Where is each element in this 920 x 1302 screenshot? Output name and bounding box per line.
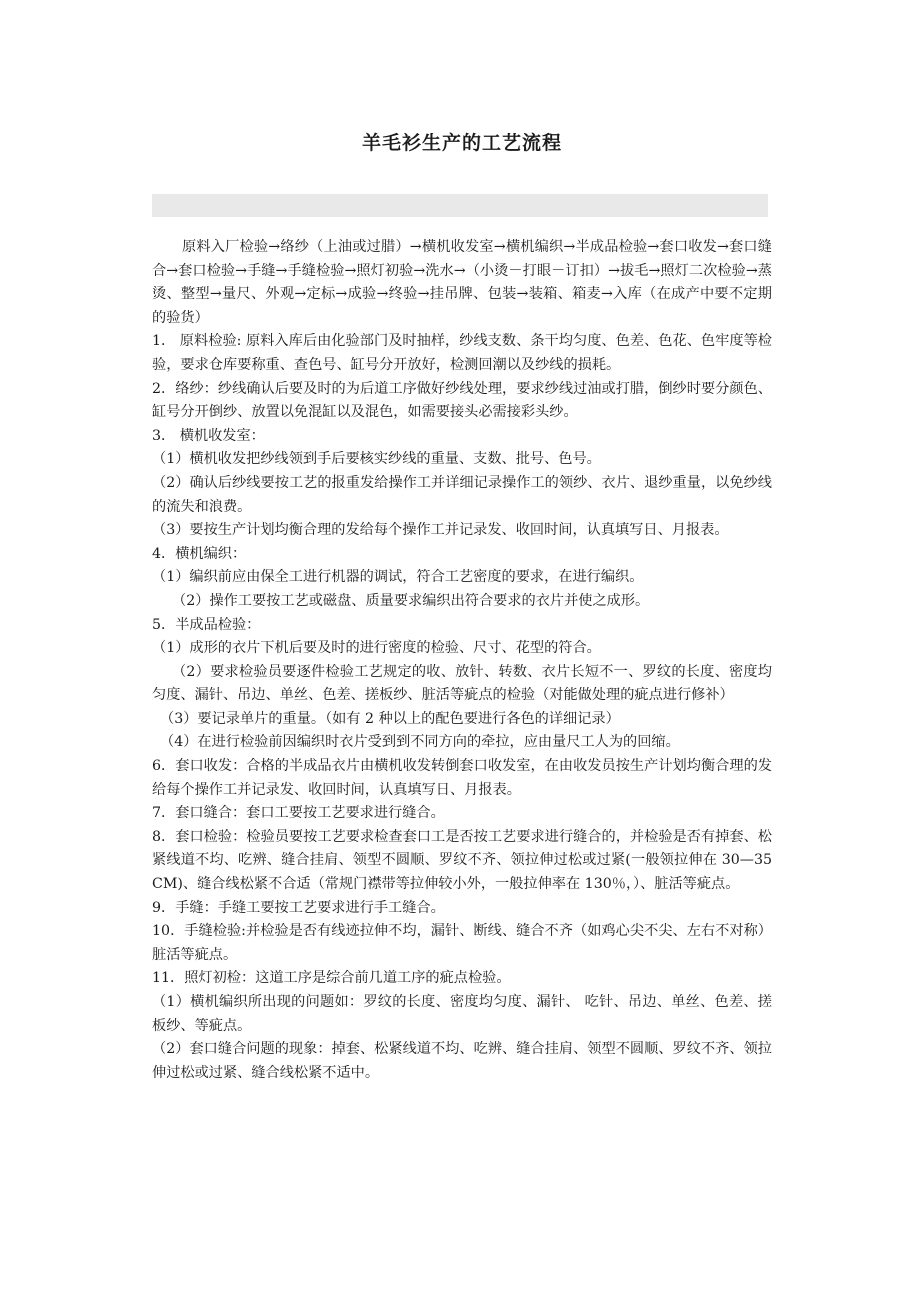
- body-paragraph: 10．手缝检验:并检验是否有线迹拉伸不均，漏针、断线、缝合不齐（如鸡心尖不尖、左右不对称）脏活等疵点。: [152, 923, 772, 963]
- body-paragraph: 原料入厂检验→络纱（上油或过腊）→横机收发室→横机编织→半成品检验→套口收发→套口缝合→套口检验→手缝→手缝检验→照灯初验→洗水→（小烫－打眼－订扣）→拔毛→照灯二次检验→蒸烫、整型→量尺、外观→定标→成验→终验→挂吊牌、包装→装箱、箱麦→入库（在成产中要不定期的验货）: [152, 239, 772, 326]
- body-paragraph: （2）操作工要按工艺或磁盘、质量要求编织出符合要求的衣片并使之成形。: [172, 592, 650, 609]
- body-paragraph: （2）套口缝合问题的现象：掉套、松紧线道不均、吃辨、缝合挂肩、领型不圆顺、罗纹不齐、领拉伸过松或过紧、缝合线松紧不适中。: [152, 1041, 772, 1081]
- header-divider-bar: [152, 194, 768, 217]
- body-paragraph: 11．照灯初检：这道工序是综合前几道工序的疵点检验。: [152, 970, 511, 987]
- body-paragraph: （1）编织前应由保全工进行机器的调试，符合工艺密度的要求，在进行编织。: [152, 569, 644, 586]
- document-title: 羊毛衫生产的工艺流程: [361, 132, 562, 154]
- body-paragraph: （1）横机编织所出现的问题如：罗纹的长度、密度均匀度、漏针、 吃针、吊边、单丝、色差、搓板纱、等疵点。: [152, 994, 772, 1034]
- body-paragraph: 8．套口检验：检验员要按工艺要求检查套口工是否按工艺要求进行缝合的，并检验是否有掉套、松紧线道不均、吃辨、缝合挂肩、领型不圆顺、罗纹不齐、领拉伸过松或过紧(一般领拉伸在 30—35CM)、缝合线松紧不合适（常规门襟带等拉伸较小外，一般拉伸率在 130％，）、脏活等疵点。: [152, 828, 772, 893]
- body-paragraph: （3）要记录单片的重量。（如有 2 种以上的配色要进行各色的详细记录）: [160, 710, 620, 727]
- body-paragraph: （1）横机收发把纱线领到手后要核实纱线的重量、支数、批号、色号。: [152, 451, 601, 468]
- body-paragraph: （2）要求检验员要逐件检验工艺规定的收、放针、转数、衣片长短不一、罗纹的长度、密度均匀度、漏针、吊边、单丝、色差、搓板纱、脏活等疵点的检验（对能做处理的疵点进行修补）: [152, 663, 772, 704]
- body-paragraph: 1． 原料检验: 原料入库后由化验部门及时抽样，纱线支数、条干均匀度、色差、色花、色牢度等检验，要求仓库要称重、查色号、缸号分开放好，检测回潮以及纱线的损耗。: [152, 333, 772, 373]
- body-paragraph: 9．手缝：手缝工要按工艺要求进行手工缝合。: [152, 899, 445, 916]
- body-paragraph: （3）要按生产计划均衡合理的发给每个操作工并记录发、收回时间，认真填写日、月报表。: [152, 522, 729, 539]
- body-paragraph: 6．套口收发：合格的半成品衣片由横机收发转倒套口收发室，在由收发员按生产计划均衡合理的发给每个操作工并记录发、收回时间，认真填写日、月报表。: [152, 758, 772, 798]
- body-paragraph: （4）在进行检验前因编织时衣片受到到不同方向的牵拉，应由量尺工人为的回缩。: [160, 734, 680, 751]
- body-paragraph: 3． 横机收发室：: [152, 427, 265, 444]
- body-paragraph: 7．套口缝合：套口工要按工艺要求进行缝合。: [152, 805, 445, 822]
- document-body: [152, 236, 772, 1085]
- body-paragraph: 5．半成品检验：: [152, 616, 261, 633]
- body-paragraph: （2）确认后纱线要按工艺的报重发给操作工并详细记录操作工的领纱、衣片、退纱重量，以免纱线的流失和浪费。: [152, 474, 772, 515]
- body-paragraph: 2．络纱：纱线确认后要及时的为后道工序做好纱线处理，要求纱线过油或打腊，倒纱时要分颜色、缸号分开倒纱、放置以免混缸以及混色，如需要接头必需接彩头纱。: [152, 380, 772, 421]
- body-paragraph: （1）成形的衣片下机后要及时的进行密度的检验、尺寸、花型的符合。: [152, 640, 601, 657]
- body-paragraph: 4．横机编织：: [152, 545, 247, 562]
